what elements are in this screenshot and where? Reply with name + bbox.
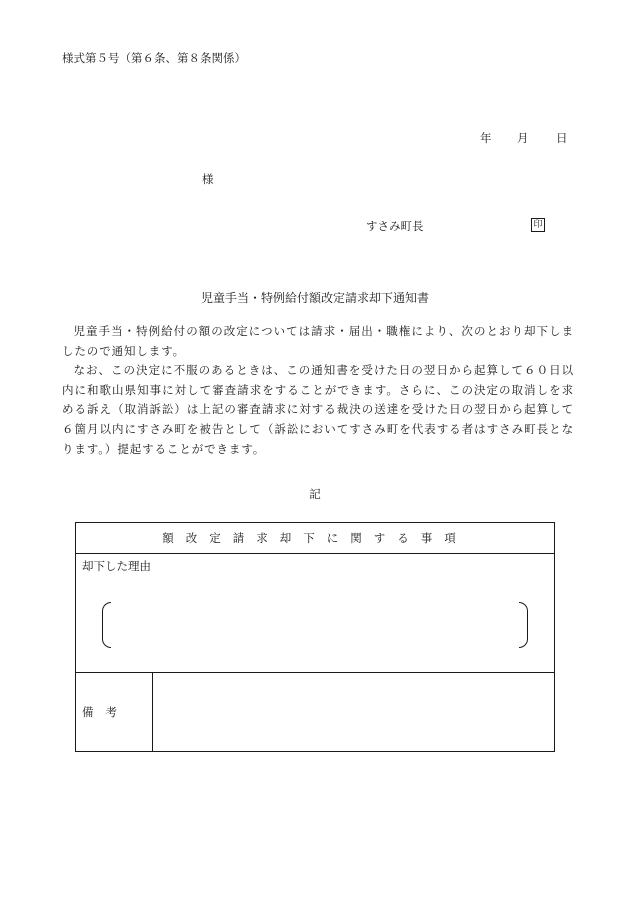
remarks-label: 備考 <box>76 673 153 752</box>
date-day-label: 日 <box>556 131 568 145</box>
reason-label: 却下した理由 <box>82 559 151 573</box>
issuer-name: すさみ町長 <box>366 219 424 233</box>
remarks-cell <box>153 673 555 752</box>
body-paragraph-2: なお、この決定に不服のあるときは、この通知書を受けた日の翌日から起算して６０日以内に和歌山県知事に対して審査請求をすることができます。さらに、この決定の取消しを求める訴え（取消訴訟）は上記の審査請求に対する裁決の送達を受けた日の翌日から起算して６箇月以内にすさみ町を被告として（訴訟においてすさみ町を代表する者はすさみ町長となります。）提起することができます。 <box>62 363 574 456</box>
details-table <box>75 522 555 752</box>
body-text <box>62 322 574 459</box>
form-number: 様式第５号（第６条、第８条関係） <box>62 51 246 65</box>
table-header: 額改定請求却下に関する事項 <box>76 523 555 554</box>
right-bracket <box>519 602 528 648</box>
date-month-label: 月 <box>517 131 529 145</box>
left-bracket <box>102 602 111 648</box>
reason-cell <box>76 554 555 673</box>
recipient-suffix: 様 <box>202 172 214 186</box>
date-year-label: 年 <box>480 131 492 145</box>
document-title: 児童手当・特例給付額改定請求却下通知書 <box>200 291 429 305</box>
body-paragraph-1: 児童手当・特例給付の額の改定については請求・届出・職権により、次のとおり却下しましたので通知します。 <box>62 324 574 358</box>
seal-mark: 印 <box>531 218 545 232</box>
ki-heading: 記 <box>309 487 321 501</box>
